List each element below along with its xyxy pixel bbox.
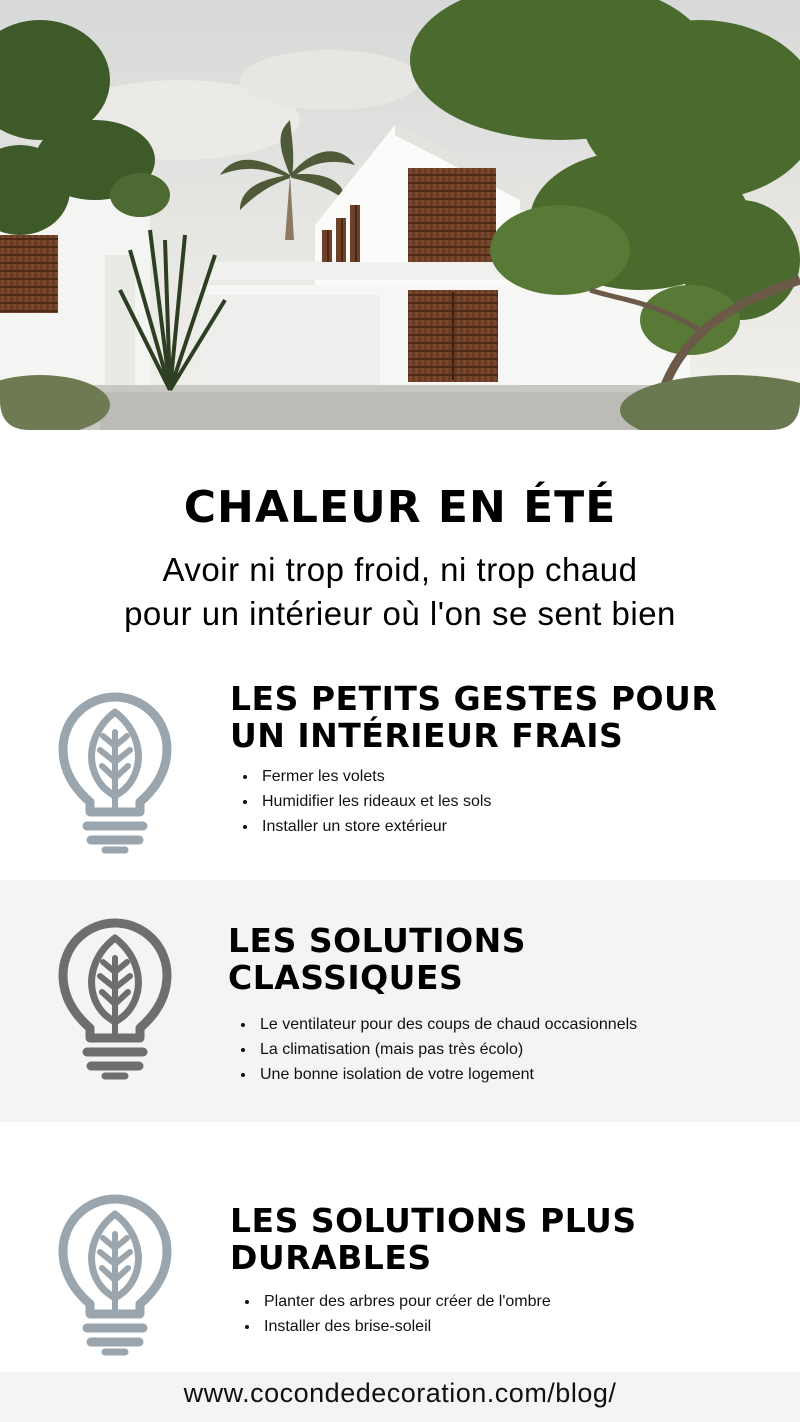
subtitle-line: Avoir ni trop froid, ni trop chaud xyxy=(162,551,638,588)
section-title xyxy=(230,1202,637,1276)
section-title-line: DURABLES xyxy=(230,1238,432,1277)
list-item: • Installer un store extérieur xyxy=(258,814,491,839)
list-item: • La climatisation (mais pas très écolo) xyxy=(256,1037,637,1062)
section-petits-gestes xyxy=(0,660,800,880)
page-title: CHALEUR EN ÉTÉ xyxy=(183,482,617,533)
section-title xyxy=(230,680,717,754)
lightbulb-leaf-icon xyxy=(55,684,175,854)
section-solutions-durables xyxy=(0,1122,800,1372)
subtitle-line: pour un intérieur où l'on se sent bien xyxy=(124,595,676,632)
tips-list xyxy=(238,1012,637,1087)
lightbulb-leaf-icon xyxy=(55,1186,175,1356)
list-item: • Une bonne isolation de votre logement xyxy=(256,1062,637,1087)
list-item: • Humidifier les rideaux et les sols xyxy=(258,789,491,814)
list-item: • Planter des arbres pour créer de l'ombre xyxy=(260,1289,551,1314)
footer-url[interactable]: www.cocondedecoration.com/blog/ xyxy=(0,1372,800,1422)
hero-photo xyxy=(0,0,800,430)
modern-house-image xyxy=(0,0,800,430)
tips-list xyxy=(242,1289,551,1339)
section-title-line: CLASSIQUES xyxy=(228,958,464,997)
section-title-line: LES PETITS GESTES POUR xyxy=(230,679,718,718)
section-title-line: UN INTÉRIEUR FRAIS xyxy=(230,716,624,755)
section-title xyxy=(228,922,526,996)
list-item: • Fermer les volets xyxy=(258,764,491,789)
section-title-line: LES SOLUTIONS xyxy=(228,921,527,960)
page-subtitle xyxy=(0,548,800,636)
section-title-line: LES SOLUTIONS PLUS xyxy=(230,1201,637,1240)
list-item: • Installer des brise-soleil xyxy=(260,1314,551,1339)
lightbulb-leaf-icon xyxy=(55,910,175,1080)
tips-list xyxy=(240,764,491,839)
section-solutions-classiques xyxy=(0,880,800,1122)
list-item: • Le ventilateur pour des coups de chaud occasionnels xyxy=(256,1012,637,1037)
